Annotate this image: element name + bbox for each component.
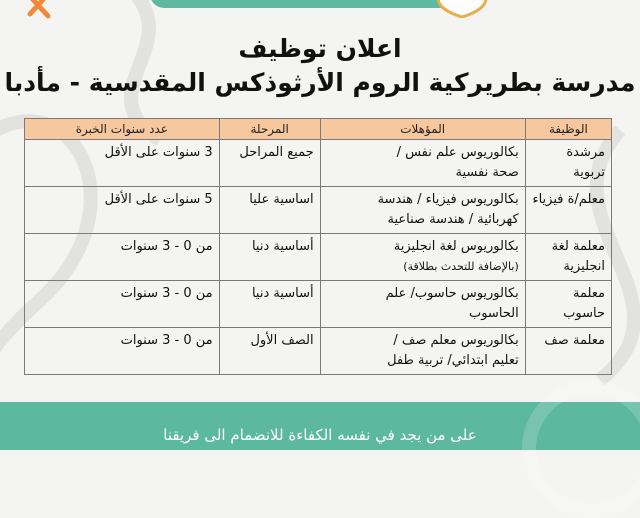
- top-banner: [0, 0, 640, 20]
- qualification-cell: بكالوريوس لغة انجليزية (بالإضافة للتحدث بطلاقة): [320, 234, 525, 281]
- decorative-x-icon: [18, 0, 58, 30]
- job-cell: معلمة لغة انجليزية: [525, 234, 611, 281]
- table-row: [25, 187, 612, 234]
- stage-cell: أساسية دنيا: [219, 281, 320, 328]
- qualification-cell: بكالوريوس فيزياء / هندسة كهربائية / هندسة صناعية: [320, 187, 525, 234]
- job-cell: معلمة صف: [525, 328, 611, 375]
- table-row: [25, 281, 612, 328]
- jobs-table: [24, 118, 612, 375]
- column-header-stage: المرحلة: [219, 119, 320, 140]
- table-row: [25, 328, 612, 375]
- job-cell: معلم/ة فيزياء: [525, 187, 611, 234]
- table-row: [25, 140, 612, 187]
- column-header-qualifications: المؤهلات: [320, 119, 525, 140]
- column-header-job: الوظيفة: [525, 119, 611, 140]
- experience-cell: 5 سنوات على الأقل: [25, 187, 220, 234]
- experience-cell: من 0 - 3 سنوات: [25, 234, 220, 281]
- qualification-cell: بكالوريوس حاسوب/ علم الحاسوب: [320, 281, 525, 328]
- table-row: [25, 234, 612, 281]
- experience-cell: من 0 - 3 سنوات: [25, 281, 220, 328]
- stage-cell: اساسية عليا: [219, 187, 320, 234]
- school-emblem-icon: [432, 0, 492, 18]
- qualification-cell: بكالوريوس معلم صف / تعليم ابتدائي/ تربية طفل: [320, 328, 525, 375]
- stage-cell: الصف الأول: [219, 328, 320, 375]
- footer-text: على من يجد في نفسه الكفاءة للانضمام الى فريقنا: [163, 426, 477, 444]
- column-header-experience: عدد سنوات الخبرة: [25, 119, 220, 140]
- page-title: اعلان توظيف: [238, 34, 402, 63]
- stage-cell: أساسية دنيا: [219, 234, 320, 281]
- school-name-title: مدرسة بطريركية الروم الأرثوذكس المقدسية - مأدبا: [4, 68, 636, 97]
- job-cell: معلمة حاسوب: [525, 281, 611, 328]
- experience-cell: 3 سنوات على الأقل: [25, 140, 220, 187]
- qualification-cell: بكالوريوس علم نفس / صحة نفسية: [320, 140, 525, 187]
- job-cell: مرشدة تربوية: [525, 140, 611, 187]
- experience-cell: من 0 - 3 سنوات: [25, 328, 220, 375]
- stage-cell: جميع المراحل: [219, 140, 320, 187]
- table-header-row: [25, 119, 612, 140]
